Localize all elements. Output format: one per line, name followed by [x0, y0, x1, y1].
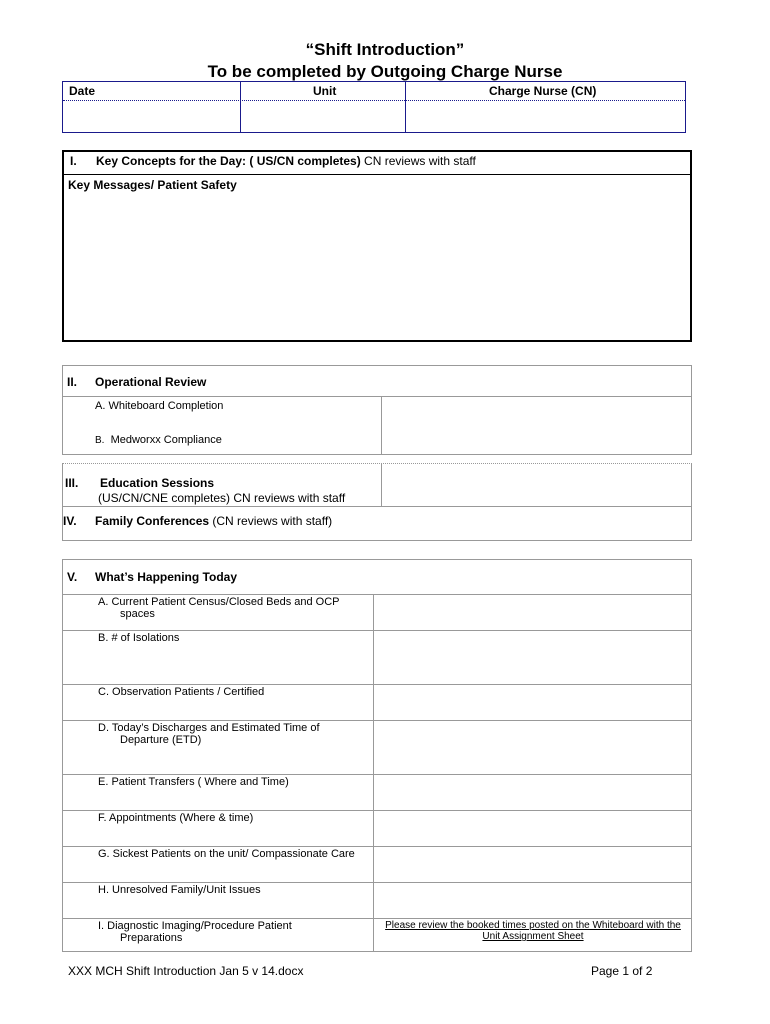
date-field[interactable]	[64, 102, 239, 132]
section-operational-review	[62, 365, 692, 455]
section2-numeral: II.	[67, 375, 78, 389]
section1-heading-rest: CN reviews with staff	[360, 154, 476, 168]
education-sessions-field[interactable]	[383, 466, 689, 504]
transfers-field[interactable]	[375, 776, 689, 808]
list-item-line2: spaces	[120, 608, 155, 620]
section3-subtext: (US/CN/CNE completes) CN reviews with staff	[98, 491, 346, 505]
note-line1: Please review the booked times posted on the Whiteboard with the	[385, 920, 681, 931]
observation-field[interactable]	[375, 686, 689, 718]
section5-heading: What’s Happening Today	[95, 570, 238, 584]
section2-heading: Operational Review	[95, 375, 207, 389]
note-line2: Unit Assignment Sheet	[482, 931, 584, 942]
section3-numeral: III.	[65, 476, 79, 490]
section5-numeral: V.	[67, 570, 78, 584]
section-whats-happening	[62, 559, 692, 952]
operational-review-field[interactable]	[383, 398, 689, 452]
isolations-field[interactable]	[375, 632, 689, 682]
charge-nurse-field[interactable]	[407, 102, 685, 132]
list-item-appointments: F. Appointments (Where & time)	[98, 812, 254, 824]
document-title-line1: “Shift Introduction”	[305, 40, 465, 59]
list-item-transfers: E. Patient Transfers ( Where and Time)	[98, 776, 289, 788]
section4-numeral: IV.	[63, 514, 77, 528]
list-item-line1: D. Today’s Discharges and Estimated Time of	[98, 722, 320, 734]
list-item-diagnostic-imaging	[98, 920, 292, 944]
date-label: Date	[69, 84, 96, 98]
footer-page-number: Page 1 of 2	[591, 964, 653, 978]
unresolved-issues-field[interactable]	[375, 884, 689, 916]
header-table	[62, 81, 686, 133]
unit-label: Unit	[313, 84, 337, 98]
whiteboard-completion-label: A. Whiteboard Completion	[95, 400, 224, 412]
section1-heading	[96, 154, 476, 168]
appointments-field[interactable]	[375, 812, 689, 844]
list-item-unresolved-issues: H. Unresolved Family/Unit Issues	[98, 884, 261, 896]
medworxx-compliance-label	[95, 434, 222, 446]
key-messages-label: Key Messages/ Patient Safety	[68, 178, 237, 192]
document-title-line2: To be completed by Outgoing Charge Nurse	[207, 62, 563, 81]
list-item-census	[98, 596, 340, 620]
list-item-discharges	[98, 722, 320, 746]
sickest-patients-field[interactable]	[375, 848, 689, 880]
section1-numeral: I.	[70, 154, 77, 168]
key-messages-field[interactable]	[66, 196, 686, 336]
unit-field[interactable]	[242, 102, 404, 132]
whiteboard-review-note	[375, 920, 691, 942]
section4-heading	[95, 514, 332, 528]
charge-nurse-label: Charge Nurse (CN)	[489, 84, 597, 98]
list-item-line1: A. Current Patient Census/Closed Beds and OCP	[98, 596, 340, 608]
section1-heading-bold: Key Concepts for the Day: ( US/CN completes)	[96, 154, 361, 168]
item-b-text: Medworxx Compliance	[110, 434, 222, 446]
section4-heading-rest: (CN reviews with staff)	[209, 514, 333, 528]
census-field[interactable]	[375, 596, 689, 628]
item-b-letter: B.	[95, 435, 105, 446]
list-item-sickest-patients: G. Sickest Patients on the unit/ Compassionate Care	[98, 848, 355, 860]
list-item-isolations: B. # of Isolations	[98, 632, 180, 644]
footer-filename: XXX MCH Shift Introduction Jan 5 v 14.docx	[68, 964, 304, 978]
section4-heading-bold: Family Conferences	[95, 514, 210, 528]
list-item-line2: Preparations	[120, 932, 183, 944]
section-key-concepts	[62, 150, 692, 342]
list-item-line1: I. Diagnostic Imaging/Procedure Patient	[98, 920, 292, 932]
section3-heading: Education Sessions	[100, 476, 215, 490]
list-item-observation: C. Observation Patients / Certified	[98, 686, 265, 698]
list-item-line2: Departure (ETD)	[120, 734, 202, 746]
section-education-family	[62, 463, 692, 541]
discharges-field[interactable]	[375, 722, 689, 772]
